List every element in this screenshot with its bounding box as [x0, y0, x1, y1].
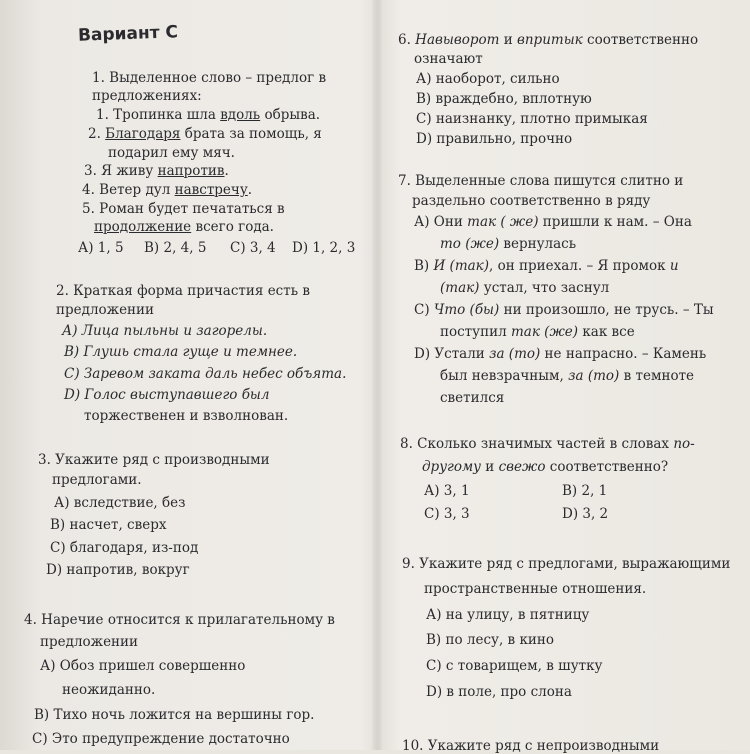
q1-option-a[interactable]: А) 1, 5 — [78, 240, 124, 256]
q7-option-a[interactable]: А) Они так ( же) пришли к нам. – Она — [414, 214, 692, 230]
q2-option-d[interactable]: D) Голос выступавшего был — [64, 387, 270, 403]
q1-sentence-3: 3. Я живу напротив. — [84, 163, 229, 179]
q2-option-b[interactable]: В) Глушь стала гуще и темнее. — [64, 344, 298, 360]
q7-option-c[interactable]: С) Что (бы) ни произошло, не трусь. – Ты — [414, 302, 714, 318]
q6-option-b[interactable]: В) враждебно, вплотную — [416, 91, 592, 107]
q1-sentence-2: 2. Благодаря брата за помощь, я — [88, 126, 322, 142]
q1-option-d[interactable]: D) 1, 2, 3 — [292, 240, 356, 256]
q7-option-d[interactable]: D) Устали за (то) не напрасно. – Камень — [414, 346, 707, 362]
q4-option-a[interactable]: А) Обоз пришел совершенно — [40, 658, 246, 674]
q6-option-d[interactable]: D) правильно, прочно — [416, 131, 573, 147]
q9-option-a[interactable]: А) на улицу, в пятницу — [426, 607, 590, 623]
q3-option-a[interactable]: А) вследствие, без — [54, 495, 186, 511]
q9-option-b[interactable]: В) по лесу, в кино — [426, 632, 554, 648]
q1-option-b[interactable]: В) 2, 4, 5 — [144, 240, 207, 256]
q2-option-c[interactable]: С) Заревом заката даль небес объята. — [64, 366, 347, 382]
q2-option-a[interactable]: А) Лица пыльны и загорелы. — [62, 323, 268, 339]
q1-sentence-4: 4. Ветер дул навстречу. — [82, 182, 253, 198]
q7-option-b[interactable]: В) И (так), он приехал. – Я промок и — [414, 258, 679, 274]
q3-option-d[interactable]: D) напротив, вокруг — [46, 562, 190, 578]
q8-option-a[interactable]: А) 3, 1 — [424, 483, 470, 499]
textbook-page: Вариант С 1. Выделенное слово – предлог в предложениях: 1. Тропинка шла вдоль обрыва. 2. Благодаря брата за помощь, я подарил ему мяч. 3. Я живу напротив. 4. Ветер дул навстречу. 5. Роман будет печататься в продолжение всего года. А) 1, 5 В) 2, 4, 5 С) 3, 4 D) 1, 2, 3 2. Краткая форма причастия есть в предложении А) Лица пыльны и загорелы. В) Глушь стала гуще и темнее. С) Заревом заката даль небес объята. D) Голос выступавшего был торжественен и взволнован. 3. Укажите ряд с производными предлогами. А) вследствие, без В) насчет, сверх С) благодаря, из-под D) напротив, вокруг 4. Наречие относится к прилагательному в предложении А) Обоз пришел совершенно неожиданно. В) Тихо ночь ложится на вершины гор. С) Это предупреждение достаточно 6. Навыворот и впритык соответственно означают А) наоборот, сильно В) враждебно, вплотную С) наизнанку, плотно примыкая D) правильно, прочно 7. Выделенные слова пишутся слитно и раздельно соответственно в ряду А) Они так ( же) пришли к нам. – Она то (же) вернулась В) И (так), он приехал. – Я промок и (так) устал, что заснул С) Что (бы) ни произошло, не трусь. – Ты поступил так (же) как все D) Устали за (то) не напрасно. – Камень был невзрачным, за (то) в темноте светился 8. Сколько значимых частей в словах по- другому и свежо соответственно? А) 3, 1 В) 2, 1 С) 3, 3 D) 3, 2 9. Укажите ряд с предлогами, выражающими пространственные отношения. А) на улицу, в пятницу В) по лесу, в кино С) с товарищем, в шутку D) в поле, про слона 10. Укажите ряд с непроизводными — [0, 0, 750, 750]
q6-option-a[interactable]: А) наоборот, сильно — [416, 71, 560, 87]
variant-title: Вариант С — [77, 22, 179, 46]
q4-option-b[interactable]: В) Тихо ночь ложится на вершины гор. — [34, 707, 315, 723]
q8-option-c[interactable]: С) 3, 3 — [424, 506, 470, 522]
q1-sentence-1: 1. Тропинка шла вдоль обрыва. — [96, 107, 321, 123]
q1-option-c[interactable]: С) 3, 4 — [230, 240, 276, 256]
q3-option-c[interactable]: С) благодаря, из-под — [50, 540, 199, 556]
q8-option-d[interactable]: D) 3, 2 — [562, 506, 609, 522]
q9-option-c[interactable]: С) с товарищем, в шутку — [426, 658, 603, 674]
q4-option-c[interactable]: С) Это предупреждение достаточно — [32, 731, 290, 747]
q9-option-d[interactable]: D) в поле, про слона — [426, 684, 572, 700]
q8-option-b[interactable]: В) 2, 1 — [562, 483, 608, 499]
q1-sentence-5: 5. Роман будет печататься в — [82, 201, 285, 217]
q3-option-b[interactable]: В) насчет, сверх — [50, 517, 167, 533]
q6-option-c[interactable]: С) наизнанку, плотно примыкая — [416, 111, 648, 127]
book-spine — [372, 0, 382, 750]
q1-options — [78, 240, 355, 256]
